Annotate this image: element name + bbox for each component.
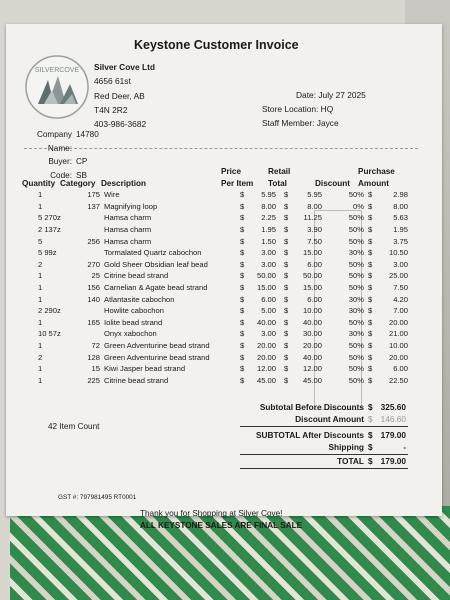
- table-row: [22, 189, 408, 201]
- table-row: [22, 235, 408, 247]
- header-category: Category: [60, 179, 96, 188]
- item-description: Magnifying loop: [104, 201, 158, 211]
- item-retail-total: 30.00: [302, 329, 322, 339]
- currency-symbol: $: [284, 294, 289, 304]
- item-price: 5.95: [261, 190, 276, 200]
- item-retail-total: 50.00: [302, 271, 322, 281]
- item-price: 1.95: [261, 225, 276, 235]
- silver-cove-logo: [24, 54, 90, 120]
- currency-symbol: $: [240, 294, 245, 304]
- item-category: 225: [87, 375, 100, 385]
- item-category: 156: [87, 283, 100, 293]
- company-name-value: 14780: [76, 130, 99, 139]
- item-category: [84, 305, 104, 317]
- item-description: Howlite cabochon: [104, 306, 164, 316]
- currency-symbol: $: [284, 283, 289, 293]
- invoice-title: Keystone Customer Invoice: [134, 38, 299, 52]
- invoice-date: Date: July 27 2025: [296, 90, 366, 100]
- header-retail: Retail: [268, 167, 291, 176]
- code-value: SB: [76, 170, 87, 180]
- item-retail-total: 6.00: [307, 294, 322, 304]
- item-retail-total: 5.95: [307, 190, 322, 200]
- item-quantity: 1: [38, 283, 43, 293]
- item-quantity: 1: [38, 341, 43, 351]
- item-price: 8.00: [261, 201, 276, 211]
- table-row: [22, 305, 408, 317]
- total-row: [226, 456, 406, 466]
- item-category: 128: [87, 352, 100, 362]
- company-block: [94, 60, 155, 131]
- item-quantity: 2: [38, 259, 43, 269]
- currency-symbol: $: [284, 329, 289, 339]
- currency-symbol: $: [240, 352, 245, 362]
- item-discount: 50%: [348, 317, 364, 327]
- after-discount-label: SUBTOTAL After Discounts: [255, 430, 364, 440]
- item-purchase-amount: 21.00: [388, 329, 408, 339]
- item-description: Green Adventurine bead strand: [104, 352, 210, 362]
- item-discount: 50%: [348, 190, 364, 200]
- item-discount: 50%: [348, 259, 364, 269]
- discount-label: Discount Amount: [295, 414, 364, 424]
- currency-symbol: $: [368, 430, 373, 440]
- item-quantity: 1: [38, 201, 43, 211]
- item-retail-total: 12.00: [302, 364, 322, 374]
- shipping-value: -: [403, 442, 406, 452]
- company-address: 4656 61st: [94, 76, 131, 87]
- final-sale-notice: ALL KEYSTONE SALES ARE FINAL SALE: [140, 521, 303, 530]
- item-purchase-amount: 5.63: [393, 213, 408, 223]
- item-description: Carnelian & Agate bead strand: [104, 283, 208, 293]
- table-row: [22, 259, 408, 271]
- item-purchase-amount: 10.50: [388, 248, 408, 258]
- item-purchase-amount: 25.00: [388, 271, 408, 281]
- currency-symbol: $: [368, 375, 373, 385]
- item-retail-total: 40.00: [302, 352, 322, 362]
- company-city: Red Deer, AB: [94, 90, 145, 101]
- item-discount: 0%: [353, 201, 364, 211]
- item-purchase-amount: 10.00: [388, 341, 408, 351]
- currency-symbol: $: [240, 190, 245, 200]
- item-quantity: 1: [38, 317, 43, 327]
- item-description: Hamsa charm: [104, 213, 152, 223]
- company-name: Silver Cove Ltd: [94, 62, 155, 72]
- item-category: [84, 247, 104, 259]
- item-category: [84, 328, 104, 340]
- currency-symbol: $: [284, 236, 289, 246]
- header-description: Description: [101, 179, 147, 188]
- currency-symbol: $: [368, 456, 373, 466]
- shipping-label: Shipping: [328, 442, 364, 452]
- item-quantity: 1: [38, 294, 43, 304]
- item-purchase-amount: 3.00: [393, 259, 408, 269]
- invoice-sheet: [6, 24, 442, 530]
- table-row: [22, 363, 408, 375]
- item-quantity: 2 137z: [38, 225, 61, 235]
- currency-symbol: $: [368, 306, 373, 316]
- footer-message: [140, 508, 302, 532]
- item-description: Citrine bead strand: [104, 271, 169, 281]
- item-discount: 50%: [348, 271, 364, 281]
- currency-symbol: $: [368, 364, 373, 374]
- item-category: 270: [87, 259, 100, 269]
- currency-symbol: $: [368, 248, 373, 258]
- currency-symbol: $: [284, 375, 289, 385]
- item-purchase-amount: 20.00: [388, 317, 408, 327]
- item-quantity: 5 99z: [38, 248, 57, 258]
- table-row: [22, 270, 408, 282]
- table-row: [22, 340, 408, 352]
- currency-symbol: $: [368, 271, 373, 281]
- item-description: Tormalated Quartz cabochon: [104, 248, 202, 258]
- item-description: Hamsa charm: [104, 236, 152, 246]
- item-price: 3.00: [261, 248, 276, 258]
- header-amount: Amount: [358, 179, 389, 188]
- currency-symbol: $: [240, 259, 245, 269]
- item-category: 256: [87, 236, 100, 246]
- item-retail-total: 8.00: [307, 201, 322, 211]
- table-row: [22, 247, 408, 259]
- item-quantity: 10 57z: [38, 329, 61, 339]
- item-purchase-amount: 20.00: [388, 352, 408, 362]
- item-price: 12.00: [256, 364, 276, 374]
- currency-symbol: $: [240, 271, 245, 281]
- store-location: Store Location: HQ: [262, 104, 334, 115]
- currency-symbol: $: [368, 294, 373, 304]
- summary-divider: [240, 454, 408, 455]
- table-row: [22, 351, 408, 363]
- item-purchase-amount: 7.50: [393, 283, 408, 293]
- item-description: Wire: [104, 190, 120, 200]
- item-category: [84, 212, 104, 224]
- item-quantity: 2 290z: [38, 306, 61, 316]
- item-purchase-amount: 22.50: [388, 375, 408, 385]
- currency-symbol: $: [368, 442, 373, 452]
- item-purchase-amount: 8.00: [393, 201, 408, 211]
- item-purchase-amount: 4.20: [393, 294, 408, 304]
- item-purchase-amount: 2.98: [393, 190, 408, 200]
- item-price: 20.00: [256, 352, 276, 362]
- item-description: Citrine bead strand: [104, 375, 169, 385]
- item-description: Gold Sheer Obsidian leaf bead: [104, 259, 208, 269]
- currency-symbol: $: [284, 213, 289, 223]
- subtotal-row: [226, 402, 406, 412]
- currency-symbol: $: [368, 201, 373, 211]
- staff-member: Staff Member: Jayce: [262, 118, 339, 129]
- table-row: [22, 317, 408, 329]
- currency-symbol: $: [240, 213, 245, 223]
- item-price: 50.00: [256, 271, 276, 281]
- item-price: 3.00: [261, 259, 276, 269]
- item-category: [84, 224, 104, 236]
- company-phone: 403-986-3682: [94, 119, 147, 130]
- currency-symbol: $: [368, 341, 373, 351]
- summary-divider: [240, 468, 408, 469]
- currency-symbol: $: [240, 364, 245, 374]
- subtotal-value: 325.60: [380, 402, 406, 412]
- item-purchase-amount: 3.75: [393, 236, 408, 246]
- item-price: 6.00: [261, 294, 276, 304]
- currency-symbol: $: [240, 375, 245, 385]
- currency-symbol: $: [284, 317, 289, 327]
- code-label: Code:: [50, 170, 72, 180]
- table-row: [22, 328, 408, 340]
- currency-symbol: $: [284, 201, 289, 211]
- item-description: Atlantasite cabochon: [104, 294, 175, 304]
- items-table: [22, 189, 408, 386]
- header-per-item: Per Item: [221, 179, 254, 188]
- item-discount: 30%: [348, 294, 364, 304]
- currency-symbol: $: [284, 190, 289, 200]
- currency-symbol: $: [368, 352, 373, 362]
- currency-symbol: $: [284, 248, 289, 258]
- item-category: 175: [87, 190, 100, 200]
- header-discount: Discount: [315, 179, 351, 188]
- customer-block: [12, 128, 99, 182]
- item-quantity: 5 270z: [38, 213, 61, 223]
- item-discount: 30%: [348, 329, 364, 339]
- currency-symbol: $: [368, 414, 373, 424]
- item-price: 2.25: [261, 213, 276, 223]
- currency-symbol: $: [368, 225, 373, 235]
- item-retail-total: 11.25: [303, 213, 322, 223]
- item-retail-total: 3.90: [307, 225, 322, 235]
- currency-symbol: $: [284, 341, 289, 351]
- item-price: 20.00: [256, 341, 276, 351]
- logo-text: SILVERCOVE: [34, 67, 80, 74]
- item-description: Hamsa charm: [104, 225, 152, 235]
- subtotal-label: Subtotal Before Discounts: [259, 402, 364, 412]
- currency-symbol: $: [368, 190, 373, 200]
- header-purchase: Purchase: [358, 167, 395, 176]
- total-label: TOTAL: [337, 456, 364, 466]
- item-retail-total: 15.00: [302, 248, 322, 258]
- table-row: [22, 282, 408, 294]
- table-row: [22, 201, 408, 213]
- table-row: [22, 224, 408, 236]
- item-purchase-amount: 6.00: [393, 364, 408, 374]
- gst-number: GST #: 797981495 RT0001: [58, 494, 137, 501]
- item-purchase-amount: 1.95: [393, 225, 408, 235]
- item-category: 72: [91, 341, 100, 351]
- item-discount: 50%: [348, 236, 364, 246]
- table-row: [22, 375, 408, 387]
- item-retail-total: 10.00: [302, 306, 322, 316]
- invoice-meta: [262, 88, 366, 131]
- item-discount: 50%: [348, 283, 364, 293]
- header-quantity: Quantity: [22, 179, 56, 188]
- item-quantity: 1: [38, 190, 43, 200]
- item-category: 137: [87, 201, 100, 211]
- table-row: [22, 212, 408, 224]
- currency-symbol: $: [368, 236, 373, 246]
- item-discount: 50%: [348, 375, 364, 385]
- item-retail-total: 6.00: [307, 259, 322, 269]
- item-price: 1.50: [261, 236, 276, 246]
- item-description: Kiwi Jasper bead strand: [104, 364, 186, 374]
- item-discount: 50%: [348, 225, 364, 235]
- currency-symbol: $: [368, 259, 373, 269]
- item-discount: 50%: [348, 352, 364, 362]
- currency-symbol: $: [240, 225, 245, 235]
- total-value: 179.00: [380, 456, 406, 466]
- currency-symbol: $: [284, 352, 289, 362]
- company-postal: T4N 2R2: [94, 104, 128, 115]
- header-price: Price: [221, 167, 242, 176]
- item-price: 3.00: [261, 329, 276, 339]
- summary-divider: [240, 426, 408, 427]
- shipping-row: [226, 442, 406, 452]
- item-purchase-amount: 7.00: [393, 306, 408, 316]
- currency-symbol: $: [240, 248, 245, 258]
- currency-symbol: $: [284, 271, 289, 281]
- currency-symbol: $: [240, 306, 245, 316]
- item-quantity: 1: [38, 364, 43, 374]
- item-retail-total: 7.50: [307, 236, 322, 246]
- item-quantity: 5: [38, 236, 43, 246]
- item-discount: 30%: [348, 306, 364, 316]
- after-discount-row: [226, 430, 406, 440]
- after-discount-value: 179.00: [380, 430, 406, 440]
- item-retail-total: 40.00: [302, 317, 322, 327]
- item-discount: 50%: [348, 213, 364, 223]
- currency-symbol: $: [284, 225, 289, 235]
- item-category: 140: [87, 294, 100, 304]
- currency-symbol: $: [368, 329, 373, 339]
- currency-symbol: $: [240, 341, 245, 351]
- currency-symbol: $: [368, 317, 373, 327]
- item-category: 165: [87, 317, 100, 327]
- item-quantity: 1: [38, 375, 43, 385]
- item-description: Green Adventurine bead strand: [104, 341, 210, 351]
- currency-symbol: $: [240, 329, 245, 339]
- currency-symbol: $: [284, 259, 289, 269]
- item-price: 5.00: [261, 306, 276, 316]
- currency-symbol: $: [368, 283, 373, 293]
- currency-symbol: $: [284, 364, 289, 374]
- currency-symbol: $: [240, 317, 245, 327]
- currency-symbol: $: [284, 306, 289, 316]
- table-row: [22, 293, 408, 305]
- item-price: 15.00: [256, 283, 276, 293]
- item-retail-total: 20.00: [302, 341, 322, 351]
- currency-symbol: $: [368, 213, 373, 223]
- item-quantity: 2: [38, 352, 43, 362]
- item-description: Onyx xabochon: [104, 329, 157, 339]
- item-discount: 50%: [348, 364, 364, 374]
- discount-value: 146.60: [380, 414, 406, 424]
- header-total: Total: [268, 179, 287, 188]
- item-category: 15: [91, 364, 100, 374]
- buyer-value: CP: [76, 157, 88, 166]
- company-name-label: Company Name:: [36, 130, 72, 153]
- item-discount: 50%: [348, 341, 364, 351]
- item-quantity: 1: [38, 271, 43, 281]
- item-count: 42 Item Count: [48, 422, 100, 431]
- buyer-label: Buyer:: [48, 157, 72, 166]
- currency-symbol: $: [240, 236, 245, 246]
- item-discount: 30%: [348, 248, 364, 258]
- currency-symbol: $: [240, 201, 245, 211]
- item-retail-total: 45.00: [302, 375, 322, 385]
- discount-row: [226, 414, 406, 424]
- item-price: 40.00: [256, 317, 276, 327]
- thank-you-text: Thank you for Shopping at Silver Cove!: [140, 509, 283, 518]
- item-retail-total: 15.00: [302, 283, 322, 293]
- currency-symbol: $: [368, 402, 373, 412]
- currency-symbol: $: [240, 283, 245, 293]
- item-category: 25: [91, 271, 100, 281]
- item-price: 45.00: [256, 375, 276, 385]
- item-description: Iolite bead strand: [104, 317, 163, 327]
